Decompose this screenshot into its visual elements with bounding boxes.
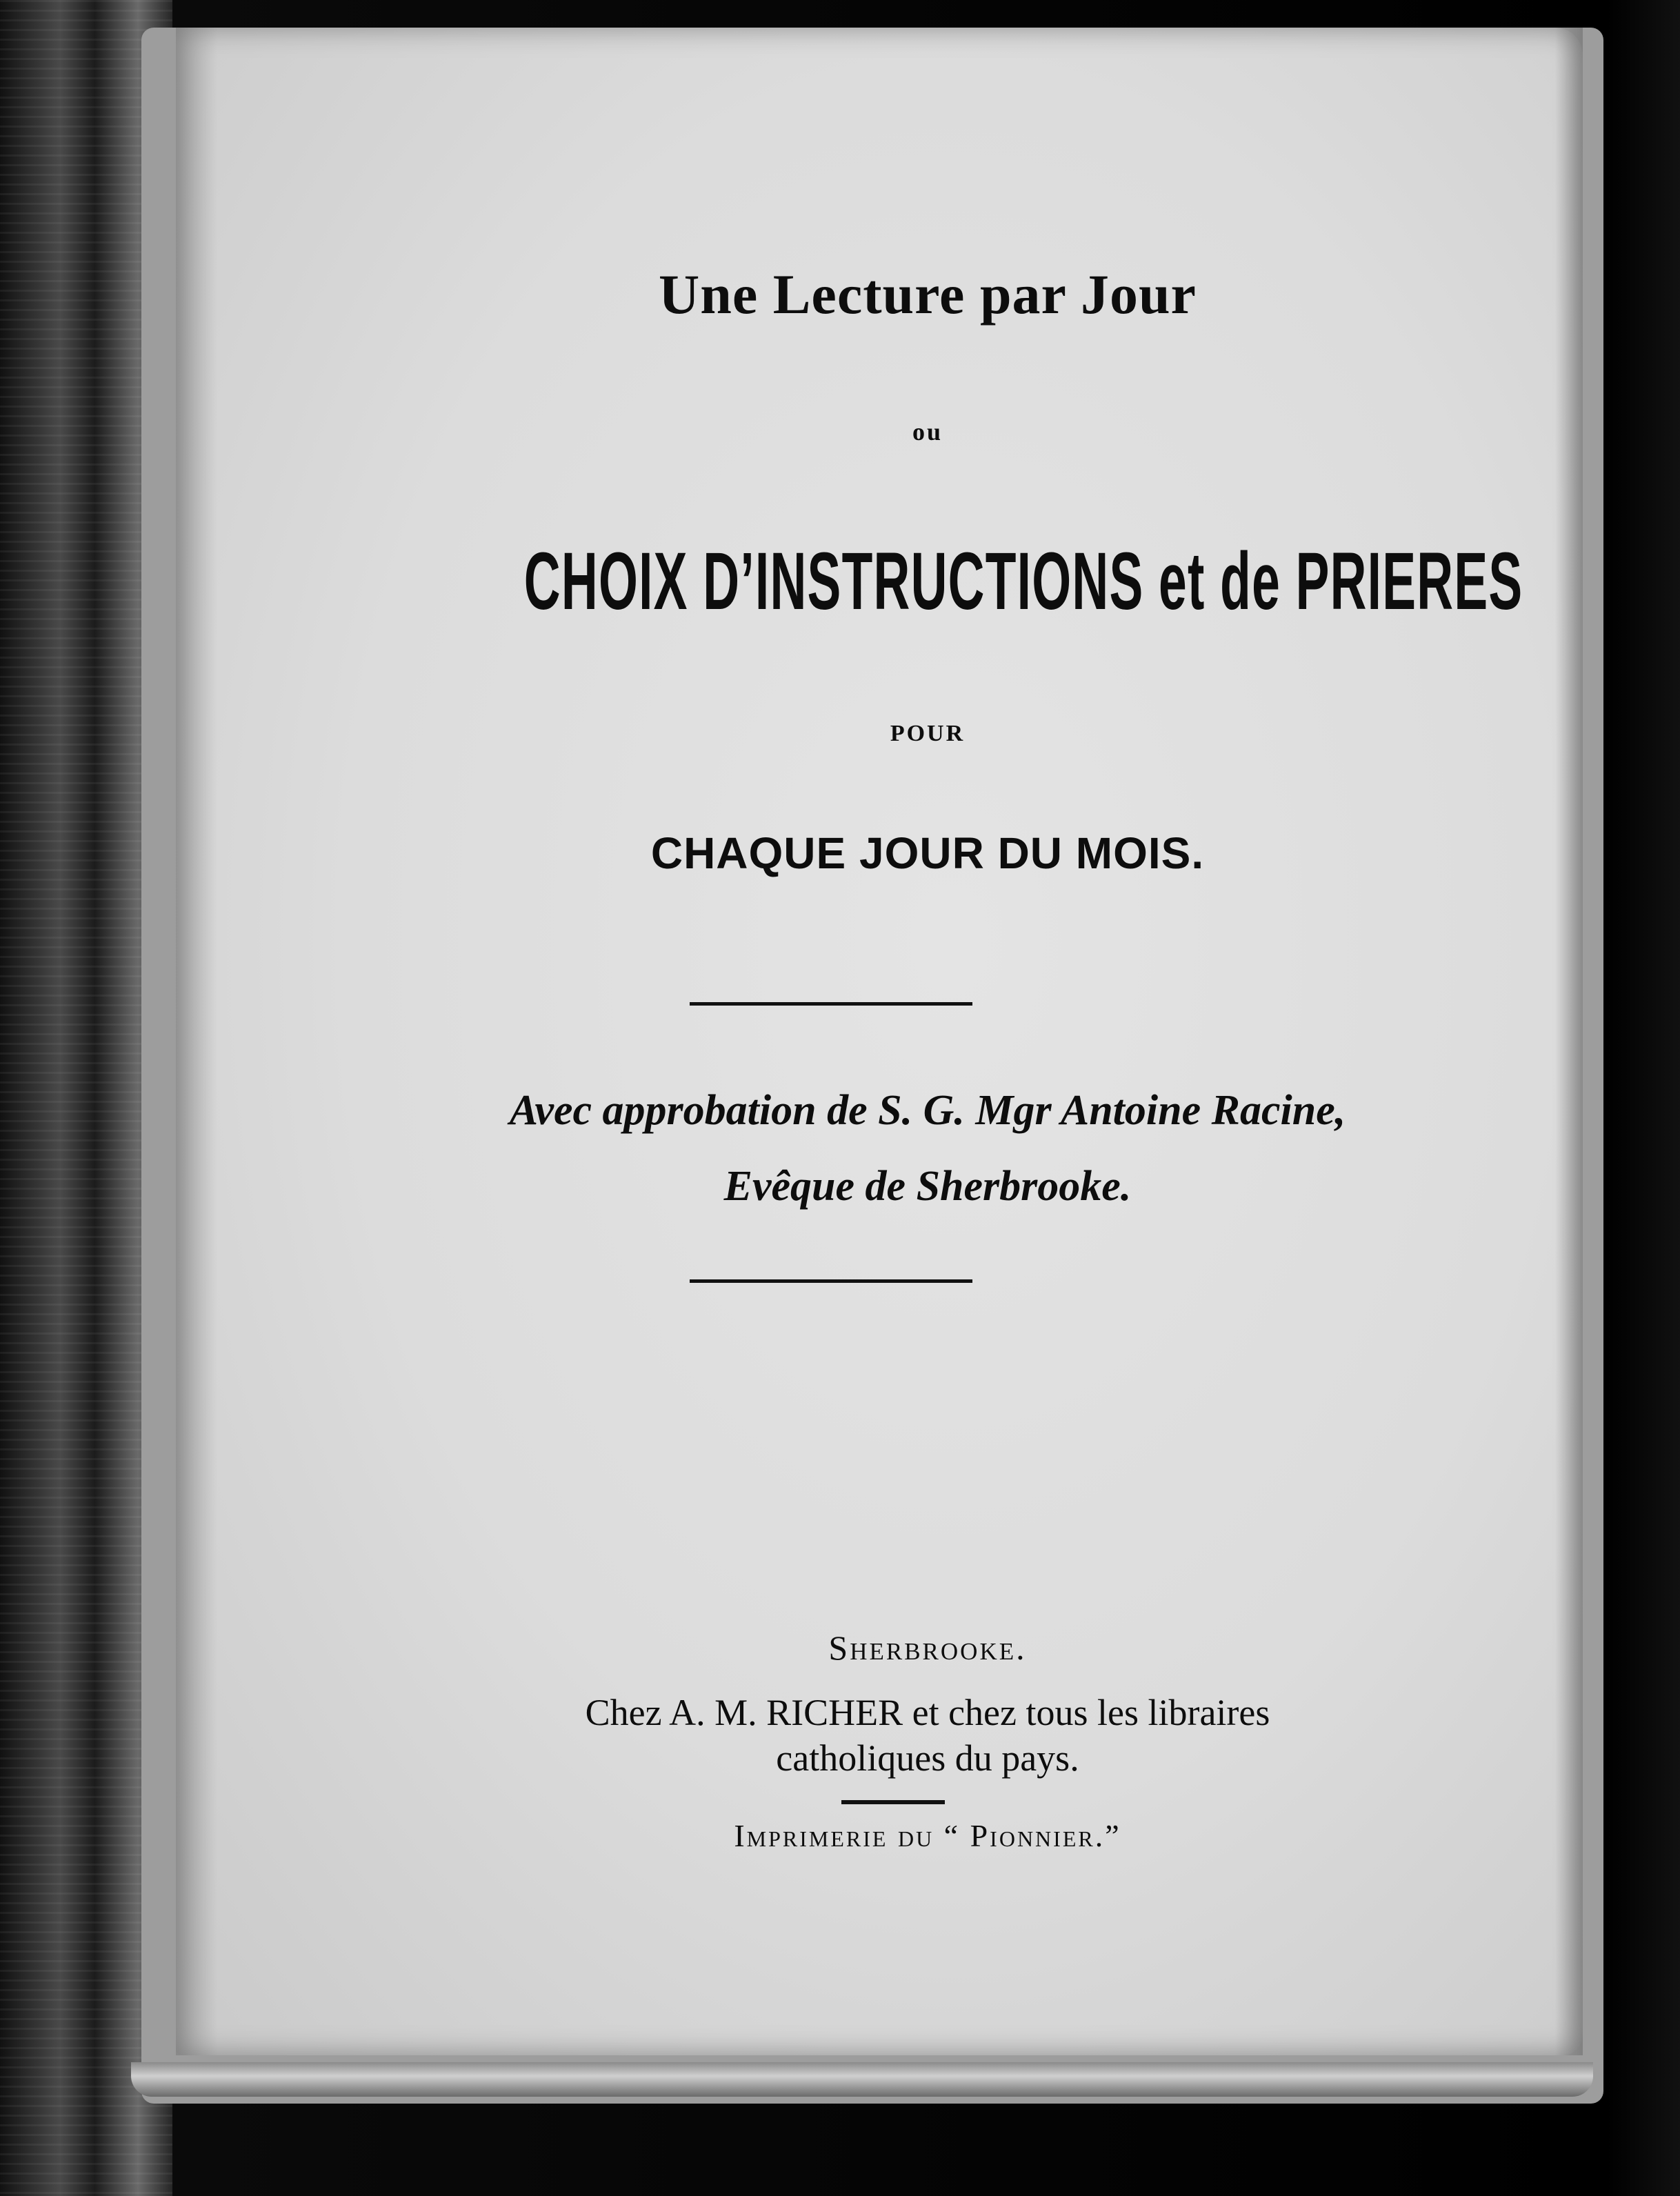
imprint-printer: Imprimerie du “ Pionnier.” — [734, 1818, 1121, 1853]
title-preposition: POUR — [890, 721, 966, 746]
approbation-line: Avec approbation de S. G. Mgr Antoine Racine, — [509, 1087, 1346, 1134]
divider-rule — [690, 1002, 972, 1006]
imprint-divider — [841, 1800, 945, 1804]
imprint-publisher-continued: catholiques du pays. — [776, 1737, 1079, 1779]
book-bottom-edge — [131, 2062, 1593, 2097]
approbation-line-bishop: Evêque de Sherbrooke. — [723, 1163, 1132, 1210]
book-title: Une Lecture par Jour — [659, 263, 1197, 326]
imprint-publisher: Chez A. M. RICHER et chez tous les libraires — [585, 1692, 1270, 1733]
imprint-city: Sherbrooke. — [828, 1628, 1027, 1667]
subtitle: CHAQUE JOUR DU MOIS. — [650, 828, 1205, 878]
divider-rule — [690, 1279, 972, 1283]
title-page — [176, 28, 1583, 2055]
title-conjunction: ou — [912, 418, 943, 446]
main-title: CHOIX D’INSTRUCTIONS et de PRIERES — [523, 536, 1523, 627]
